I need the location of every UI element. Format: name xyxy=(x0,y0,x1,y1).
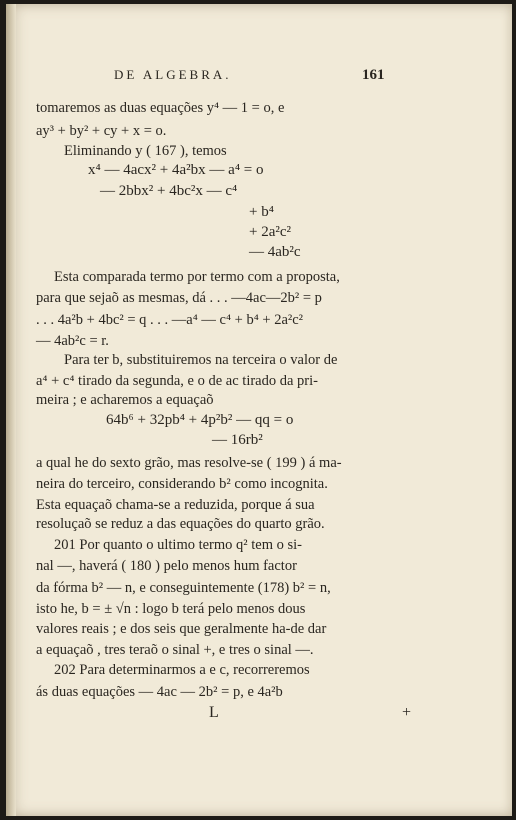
text-line: valores reais ; e dos seis que geralmente ha-de dar xyxy=(36,621,327,637)
equation-line: x⁴ — 4acx² + 4a²bx — a⁴ = o xyxy=(88,162,264,178)
equation-line: — 16rb² xyxy=(212,432,263,448)
equation-line: + b⁴ xyxy=(249,204,274,220)
text-line: 201 Por quanto o ultimo termo q² tem o si- xyxy=(54,537,303,553)
equation-line: 64b⁶ + 32pb⁴ + 4p²b² — qq = o xyxy=(106,412,294,428)
catchword: + xyxy=(402,704,412,721)
text-line: . . . 4a²b + 4bc² = q . . . —a⁴ — c⁴ + b⁴ + 2a²c² xyxy=(36,312,304,328)
text-line: neira do terceiro, considerando b² como incognita. xyxy=(36,476,328,492)
text-line: Para ter b, substituiremos na terceira o valor de xyxy=(64,352,338,368)
text-line: a equaçaõ , tres teraõ o sinal +, e tres o sinal —. xyxy=(36,642,314,658)
page-text xyxy=(6,4,512,816)
text-line: a⁴ + c⁴ tirado da segunda, e o de ac tirado da pri- xyxy=(36,373,318,389)
text-line: nal —, haverá ( 180 ) pelo menos hum factor xyxy=(36,558,297,574)
text-line: Esta equaçaõ chama-se a reduzida, porque á sua xyxy=(36,497,315,513)
equation-line: — 4ab²c xyxy=(249,244,301,260)
book-page xyxy=(6,4,512,816)
signature-mark: L xyxy=(209,704,219,721)
text-line: da fórma b² — n, e conseguintemente (178) b² = n, xyxy=(36,580,331,596)
text-line: para que sejaõ as mesmas, dá . . . —4ac—2b² = p xyxy=(36,290,322,306)
page-number: 161 xyxy=(362,67,385,83)
text-line: ay³ + by² + cy + x = o. xyxy=(36,123,167,139)
text-line: Esta comparada termo por termo com a proposta, xyxy=(54,269,340,285)
text-line: a qual he do sexto grão, mas resolve-se ( 199 ) á ma- xyxy=(36,455,342,471)
equation-line: + 2a²c² xyxy=(249,224,292,240)
text-line: meira ; e acharemos a equaçaõ xyxy=(36,392,214,408)
running-title: DE ALGEBRA. xyxy=(114,67,232,82)
text-line: resoluçaõ se reduz a das equações do quarto grão. xyxy=(36,516,325,532)
text-line: tomaremos as duas equações y⁴ — 1 = o, e xyxy=(36,100,285,116)
text-line: Eliminando y ( 167 ), temos xyxy=(64,143,227,159)
equation-line: — 2bbx² + 4bc²x — c⁴ xyxy=(100,183,238,199)
text-line: ás duas equações — 4ac — 2b² = p, e 4a²b xyxy=(36,684,283,700)
text-line: — 4ab²c = r. xyxy=(36,333,109,349)
text-line: 202 Para determinarmos a e c, recorreremos xyxy=(54,662,310,678)
text-line: isto he, b = ± √n : logo b terá pelo menos dous xyxy=(36,601,306,617)
